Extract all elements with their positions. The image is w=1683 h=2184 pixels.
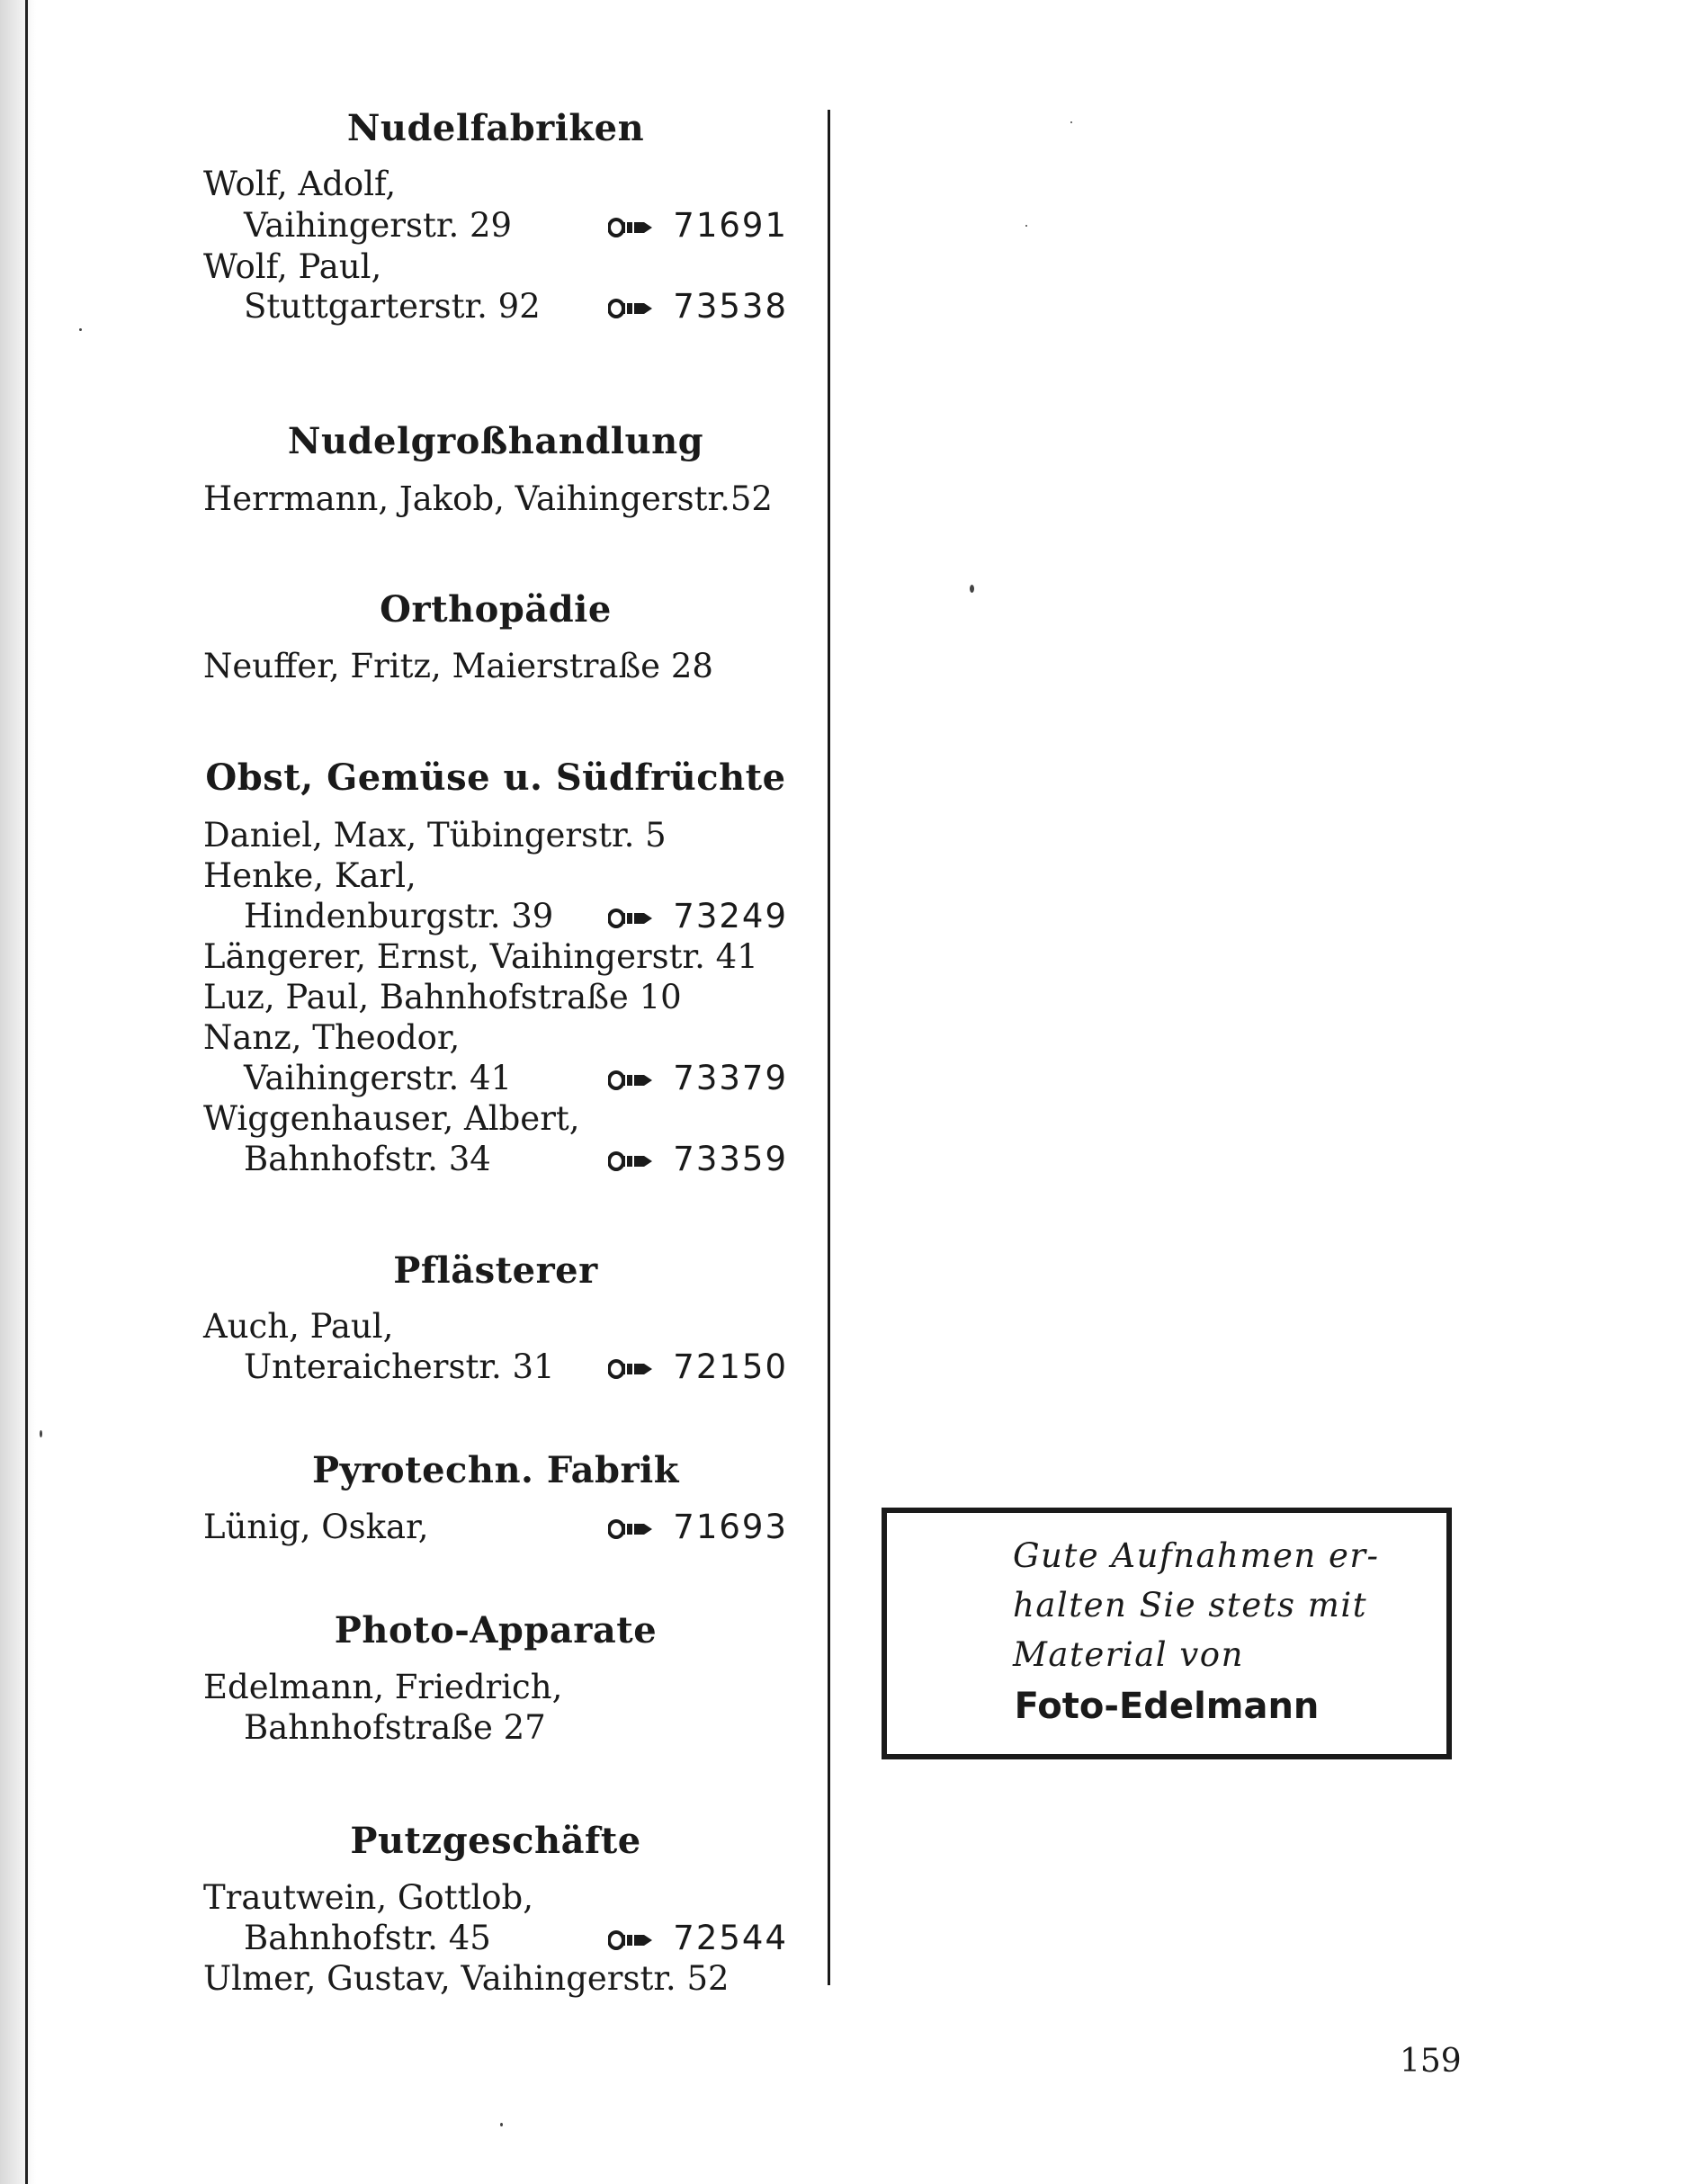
scan-speck xyxy=(500,2123,503,2126)
entry-name: Wiggenhauser, Albert, xyxy=(203,1099,580,1138)
section-heading: Nudelgroßhandlung xyxy=(287,420,704,462)
phone-number xyxy=(608,1139,788,1180)
advertisement-brand: Foto-Edelmann xyxy=(1014,1686,1320,1727)
section-heading: Orthopädie xyxy=(380,588,612,631)
section-heading: Putzgeschäfte xyxy=(350,1820,641,1862)
advertisement-box xyxy=(882,1508,1452,1759)
directory-column xyxy=(203,90,788,2015)
scan-speck xyxy=(40,1430,42,1437)
scan-speck xyxy=(970,585,974,593)
entry-address: Vaihingerstr. 29 xyxy=(244,206,513,245)
phone-number xyxy=(608,1058,788,1099)
phone-number xyxy=(608,1347,788,1388)
phone-number-value: 72544 xyxy=(673,1919,788,1957)
page-number: 159 xyxy=(1400,2043,1462,2080)
section-heading: Photo-Apparate xyxy=(334,1609,658,1651)
telephone-icon xyxy=(608,218,653,237)
telephone-icon xyxy=(608,1930,653,1950)
entry-address: Stuttgarterstr. 92 xyxy=(244,287,541,326)
section-heading: Nudelfabriken xyxy=(346,107,645,149)
telephone-icon xyxy=(608,909,653,928)
entry-name: Edelmann, Friedrich, xyxy=(203,1668,563,1706)
entry-address: Bahnhofstraße 27 xyxy=(244,1708,546,1747)
advertisement-line: halten Sie stets mit xyxy=(1013,1586,1368,1625)
scan-speck xyxy=(1070,121,1072,123)
entry-name: Ulmer, Gustav, Vaihingerstr. 52 xyxy=(203,1959,730,1998)
telephone-icon xyxy=(608,1519,653,1539)
entry-address: Hindenburgstr. 39 xyxy=(244,897,554,935)
entry-address: Bahnhofstr. 34 xyxy=(244,1140,491,1178)
advertisement-line: Gute Aufnahmen er- xyxy=(1013,1536,1380,1575)
entry-name: Luz, Paul, Bahnhofstraße 10 xyxy=(203,978,682,1016)
entry-address: Bahnhofstr. 45 xyxy=(244,1919,491,1957)
scan-speck xyxy=(79,328,82,331)
scan-speck xyxy=(1025,225,1027,227)
section-heading: Obst, Gemüse u. Südfrüchte xyxy=(205,756,786,799)
entry-name: Neuffer, Fritz, Maierstraße 28 xyxy=(203,647,713,685)
phone-number-value: 73359 xyxy=(673,1140,788,1178)
binding-shadow xyxy=(0,0,36,2184)
column-divider xyxy=(828,110,830,1985)
entry-name: Herrmann, Jakob, Vaihingerstr.52 xyxy=(203,479,773,518)
phone-number xyxy=(608,896,788,937)
phone-number-value: 71693 xyxy=(673,1508,788,1546)
entry-address: Unteraicherstr. 31 xyxy=(244,1347,555,1386)
phone-number xyxy=(608,1918,788,1959)
section-heading: Pyrotechn. Fabrik xyxy=(312,1449,679,1491)
phone-number-value: 73249 xyxy=(673,897,788,935)
entry-name: Lünig, Oskar, xyxy=(203,1508,429,1546)
section-heading: Pflästerer xyxy=(393,1249,598,1292)
phone-number xyxy=(608,205,788,246)
advertisement-text xyxy=(1013,1531,1380,1679)
entry-name: Nanz, Theodor, xyxy=(203,1018,461,1057)
phone-number-value: 73538 xyxy=(673,287,788,326)
entry-name: Längerer, Ernst, Vaihingerstr. 41 xyxy=(203,937,758,976)
telephone-icon xyxy=(608,1359,653,1379)
telephone-icon xyxy=(608,299,653,318)
phone-number xyxy=(608,1507,788,1548)
entry-name: Wolf, Paul, xyxy=(203,247,382,286)
entry-name: Henke, Karl, xyxy=(203,856,416,895)
entry-address: Vaihingerstr. 41 xyxy=(244,1059,513,1097)
entry-name: Wolf, Adolf, xyxy=(203,165,397,203)
phone-number-value: 73379 xyxy=(673,1059,788,1097)
binding-edge xyxy=(25,0,28,2184)
advertisement-line: Material von xyxy=(1013,1635,1244,1674)
entry-name: Auch, Paul, xyxy=(203,1307,394,1346)
phone-number-value: 71691 xyxy=(673,206,788,245)
entry-name: Daniel, Max, Tübingerstr. 5 xyxy=(203,816,667,855)
entry-name: Trautwein, Gottlob, xyxy=(203,1878,534,1917)
phone-number-value: 72150 xyxy=(673,1347,788,1386)
telephone-icon xyxy=(608,1070,653,1090)
phone-number xyxy=(608,286,788,327)
telephone-icon xyxy=(608,1151,653,1171)
